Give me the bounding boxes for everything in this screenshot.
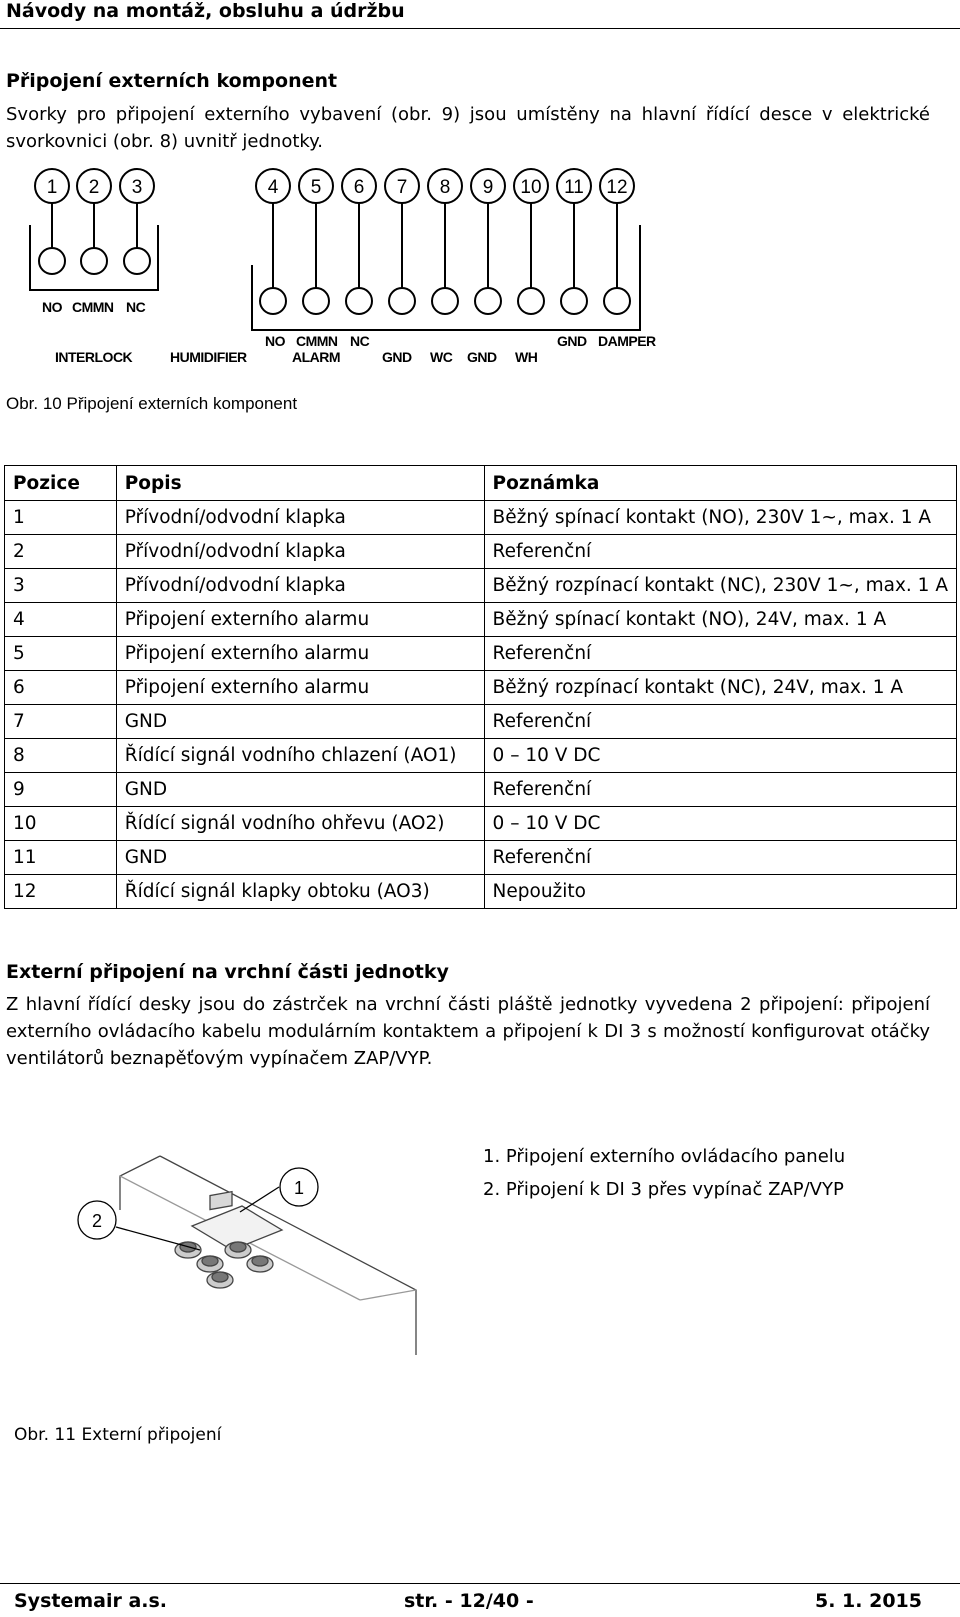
terminal-2 [77,169,111,274]
table-header-row [5,466,957,501]
figure-10-caption: Obr. 10 Připojení externích komponent [6,394,298,413]
cell-pozice: 10 [5,807,117,841]
terminal-screw [124,248,150,274]
header-poznamka: Poznámka [484,466,956,501]
cell-popis: Připojení externího alarmu [116,603,484,637]
table-row [5,739,957,773]
terminal-number: 10 [520,177,542,198]
terminal-number: 5 [310,177,322,198]
footer-company: Systemair a.s. [14,1590,168,1612]
unit-top-illustration [60,1150,480,1390]
footer-page-number: str. - 12/40 - [404,1590,534,1612]
cell-pozice: 7 [5,705,117,739]
terminal-screw [260,288,286,314]
terminal-screw [303,288,329,314]
callout-2 [78,1201,116,1239]
table-row [5,875,957,909]
label-gnd-2: GND [467,349,497,365]
cell-poznamka: Referenční [484,705,956,739]
cell-poznamka: Běžný rozpínací kontakt (NC), 230V 1~, max. 1 A [484,569,956,603]
label-alarm: ALARM [292,349,341,365]
terminal-3 [120,169,154,274]
cell-pozice: 9 [5,773,117,807]
cell-pozice: 11 [5,841,117,875]
legend-item-2: 2. Připojení k DI 3 přes vypínač ZAP/VYP [483,1179,844,1200]
cell-popis: Přívodní/odvodní klapka [116,501,484,535]
label-interlock: INTERLOCK [55,349,133,365]
cell-pozice: 8 [5,739,117,773]
cell-popis: Připojení externího alarmu [116,671,484,705]
terminal-screw [39,248,65,274]
terminal-number: 1 [46,177,58,198]
label-wh: WH [515,349,538,365]
terminal-screw [389,288,415,314]
cell-pozice: 1 [5,501,117,535]
header-pozice: Pozice [5,466,117,501]
cell-pozice: 12 [5,875,117,909]
table-row [5,569,957,603]
terminal-number: 12 [606,177,628,198]
cell-pozice: 6 [5,671,117,705]
terminal-screw [604,288,630,314]
label-cmmn-left: CMMN [72,299,114,315]
table-row [5,637,957,671]
terminal-number: 8 [439,177,451,198]
callout-2-label: 2 [91,1211,103,1231]
terminal-screw [346,288,372,314]
table-row [5,807,957,841]
terminal-screw [561,288,587,314]
section-heading-top-connections: Externí připojení na vrchní části jednotky [6,961,449,983]
terminal-block-diagram [0,160,960,375]
label-damper: DAMPER [598,333,656,349]
cell-popis: GND [116,705,484,739]
cell-poznamka: Běžný rozpínací kontakt (NC), 24V, max. 1 A [484,671,956,705]
terminal-screw [518,288,544,314]
footer-divider [0,1583,960,1584]
terminal-number: 11 [564,177,584,198]
cell-popis: Řídící signál vodního ohřevu (AO2) [116,807,484,841]
label-nc-left: NC [126,299,146,315]
section-paragraph-terminals: Svorky pro připojení externího vybavení (obr. 9) jsou umístěny na hlavní řídící desce v elektrické svorkovnici (obr. 8) uvnitř jednotky. [6,104,930,152]
terminal-11 [557,169,591,314]
cell-poznamka: Běžný spínací kontakt (NO), 24V, max. 1 A [484,603,956,637]
cell-poznamka: 0 – 10 V DC [484,807,956,841]
label-no-left: NO [42,299,62,315]
terminal-8 [428,169,462,314]
callout-1 [280,1168,318,1206]
terminal-10 [514,169,548,314]
terminal-6 [342,169,376,314]
terminal-7 [385,169,419,314]
label-cmmn-right: CMMN [296,333,338,349]
terminal-5 [299,169,333,314]
legend-item-1: 1. Připojení externího ovládacího panelu [483,1146,846,1167]
terminal-screw [432,288,458,314]
table-row [5,603,957,637]
header-popis: Popis [116,466,484,501]
cell-pozice: 5 [5,637,117,671]
terminal-number: 6 [353,177,365,198]
callout-1-label: 1 [293,1178,305,1198]
cell-popis: GND [116,841,484,875]
cell-popis: GND [116,773,484,807]
table-row [5,841,957,875]
cell-poznamka: Referenční [484,773,956,807]
cell-popis: Přívodní/odvodní klapka [116,535,484,569]
terminal-12 [600,169,634,314]
footer-date: 5. 1. 2015 [815,1590,922,1612]
label-humidifier: HUMIDIFIER [170,349,247,365]
label-gnd-1: GND [382,349,412,365]
cell-poznamka: Nepoužito [484,875,956,909]
cell-pozice: 2 [5,535,117,569]
section-heading-external-components: Připojení externích komponent [6,70,338,92]
cell-poznamka: 0 – 10 V DC [484,739,956,773]
cell-poznamka: Referenční [484,841,956,875]
label-gnd-3: GND [557,333,587,349]
cell-pozice: 4 [5,603,117,637]
label-wc: WC [430,349,453,365]
terminal-number: 9 [482,177,494,198]
table-row [5,671,957,705]
cell-pozice: 3 [5,569,117,603]
terminal-screw [475,288,501,314]
document-header-title: Návody na montáž, obsluhu a údržbu [6,0,405,22]
label-nc-right: NC [350,333,370,349]
cell-popis: Přívodní/odvodní klapka [116,569,484,603]
section-paragraph-top-connections: Z hlavní řídící desky jsou do zástrček na vrchní části pláště jednotky vyvedena 2 připojení: připojení externího ovládacího kabelu modulárním kontaktem a připojení k DI 3 s možností konfigurovat otáčky ventilátorů beznapěťovým vypínačem ZAP/VYP. [6,994,930,1069]
unit-legend [483,1140,845,1206]
terminal-number: 7 [396,177,408,198]
terminal-4 [256,169,290,314]
terminal-screw [81,248,107,274]
header-divider [0,28,960,29]
cell-poznamka: Referenční [484,535,956,569]
cell-popis: Připojení externího alarmu [116,637,484,671]
table-row [5,535,957,569]
terminal-number: 3 [131,177,143,198]
table-row [5,773,957,807]
terminal-number: 2 [88,177,100,198]
connection-table [4,465,957,909]
cell-poznamka: Běžný spínací kontakt (NO), 230V 1~, max. 1 A [484,501,956,535]
cell-popis: Řídící signál vodního chlazení (AO1) [116,739,484,773]
cell-popis: Řídící signál klapky obtoku (AO3) [116,875,484,909]
figure-11-caption: Obr. 11 Externí připojení [14,1425,222,1445]
table-row [5,705,957,739]
terminal-number: 4 [267,177,279,198]
table-row [5,501,957,535]
cell-poznamka: Referenční [484,637,956,671]
label-no-right: NO [265,333,285,349]
terminal-1 [35,169,69,274]
terminal-9 [471,169,505,314]
